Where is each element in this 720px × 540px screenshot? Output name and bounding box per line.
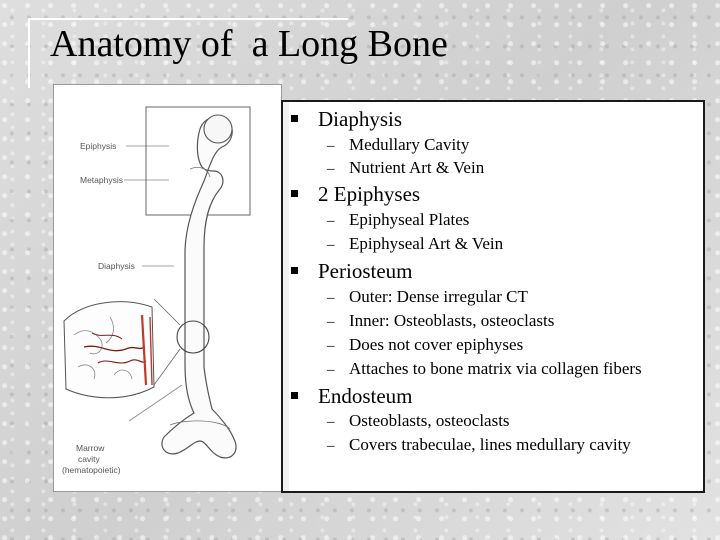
dash-icon: –	[327, 414, 335, 430]
square-bullet-icon	[291, 392, 298, 399]
magnified-section	[64, 302, 154, 398]
sub-item	[327, 335, 523, 355]
label-marrow-line1: Marrow	[76, 443, 105, 453]
bullet-periosteum	[291, 259, 413, 284]
dash-icon: –	[327, 213, 335, 229]
sub-text: Epiphyseal Plates	[349, 210, 470, 229]
sub-text: Attaches to bone matrix via collagen fibers	[349, 359, 642, 378]
dash-icon: –	[327, 138, 335, 154]
label-epiphysis: Epiphysis	[80, 141, 117, 151]
bullet-text: 2 Epiphyses	[318, 182, 421, 206]
square-bullet-icon	[291, 190, 298, 197]
label-diaphysis: Diaphysis	[98, 261, 135, 271]
title-frame-vertical	[28, 18, 30, 88]
dash-icon: –	[327, 438, 335, 454]
sub-text: Epiphyseal Art & Vein	[349, 234, 504, 253]
sub-text: Nutrient Art & Vein	[349, 158, 485, 177]
sub-item	[327, 135, 469, 155]
sub-text: Outer: Dense irregular CT	[349, 287, 528, 306]
dash-icon: –	[327, 338, 335, 354]
bullet-text: Endosteum	[318, 384, 413, 408]
sub-text: Inner: Osteoblasts, osteoclasts	[349, 311, 555, 330]
sub-item	[327, 435, 631, 455]
sub-text: Osteoblasts, osteoclasts	[349, 411, 510, 430]
bullet-list	[283, 102, 703, 491]
label-metaphysis: Metaphysis	[80, 175, 123, 185]
femoral-head	[204, 115, 232, 143]
bullet-epiphyses	[291, 182, 420, 207]
sub-text: Does not cover epiphyses	[349, 335, 524, 354]
sub-item	[327, 158, 484, 178]
bullet-endosteum	[291, 384, 413, 409]
text-panel	[281, 100, 705, 493]
sub-item	[327, 359, 642, 379]
sub-item	[327, 234, 503, 254]
magnify-connector-top	[154, 299, 180, 325]
dash-icon: –	[327, 290, 335, 306]
slide-title: Anatomy of a Long Bone	[50, 23, 448, 65]
bone-illustration-panel	[53, 84, 282, 492]
bullet-text: Periosteum	[318, 259, 413, 283]
square-bullet-icon	[291, 267, 298, 274]
dash-icon: –	[327, 362, 335, 378]
sub-item	[327, 210, 469, 230]
title-frame-horizontal	[28, 18, 348, 20]
dash-icon: –	[327, 161, 335, 177]
sub-text: Medullary Cavity	[349, 135, 470, 154]
sub-item	[327, 311, 554, 331]
sub-item	[327, 287, 528, 307]
sub-text: Covers trabeculae, lines medullary cavity	[349, 435, 631, 454]
square-bullet-icon	[291, 115, 298, 122]
sub-item	[327, 411, 510, 431]
femur-shape	[162, 117, 236, 458]
dash-icon: –	[327, 237, 335, 253]
label-marrow-line3: (hematopoietic)	[62, 465, 121, 475]
dash-icon: –	[327, 314, 335, 330]
bullet-text: Diaphysis	[318, 107, 402, 131]
femur-illustration	[54, 85, 283, 493]
label-marrow-line2: cavity	[78, 454, 100, 464]
bullet-diaphysis	[291, 107, 402, 132]
magnify-connector-bottom	[154, 349, 180, 385]
